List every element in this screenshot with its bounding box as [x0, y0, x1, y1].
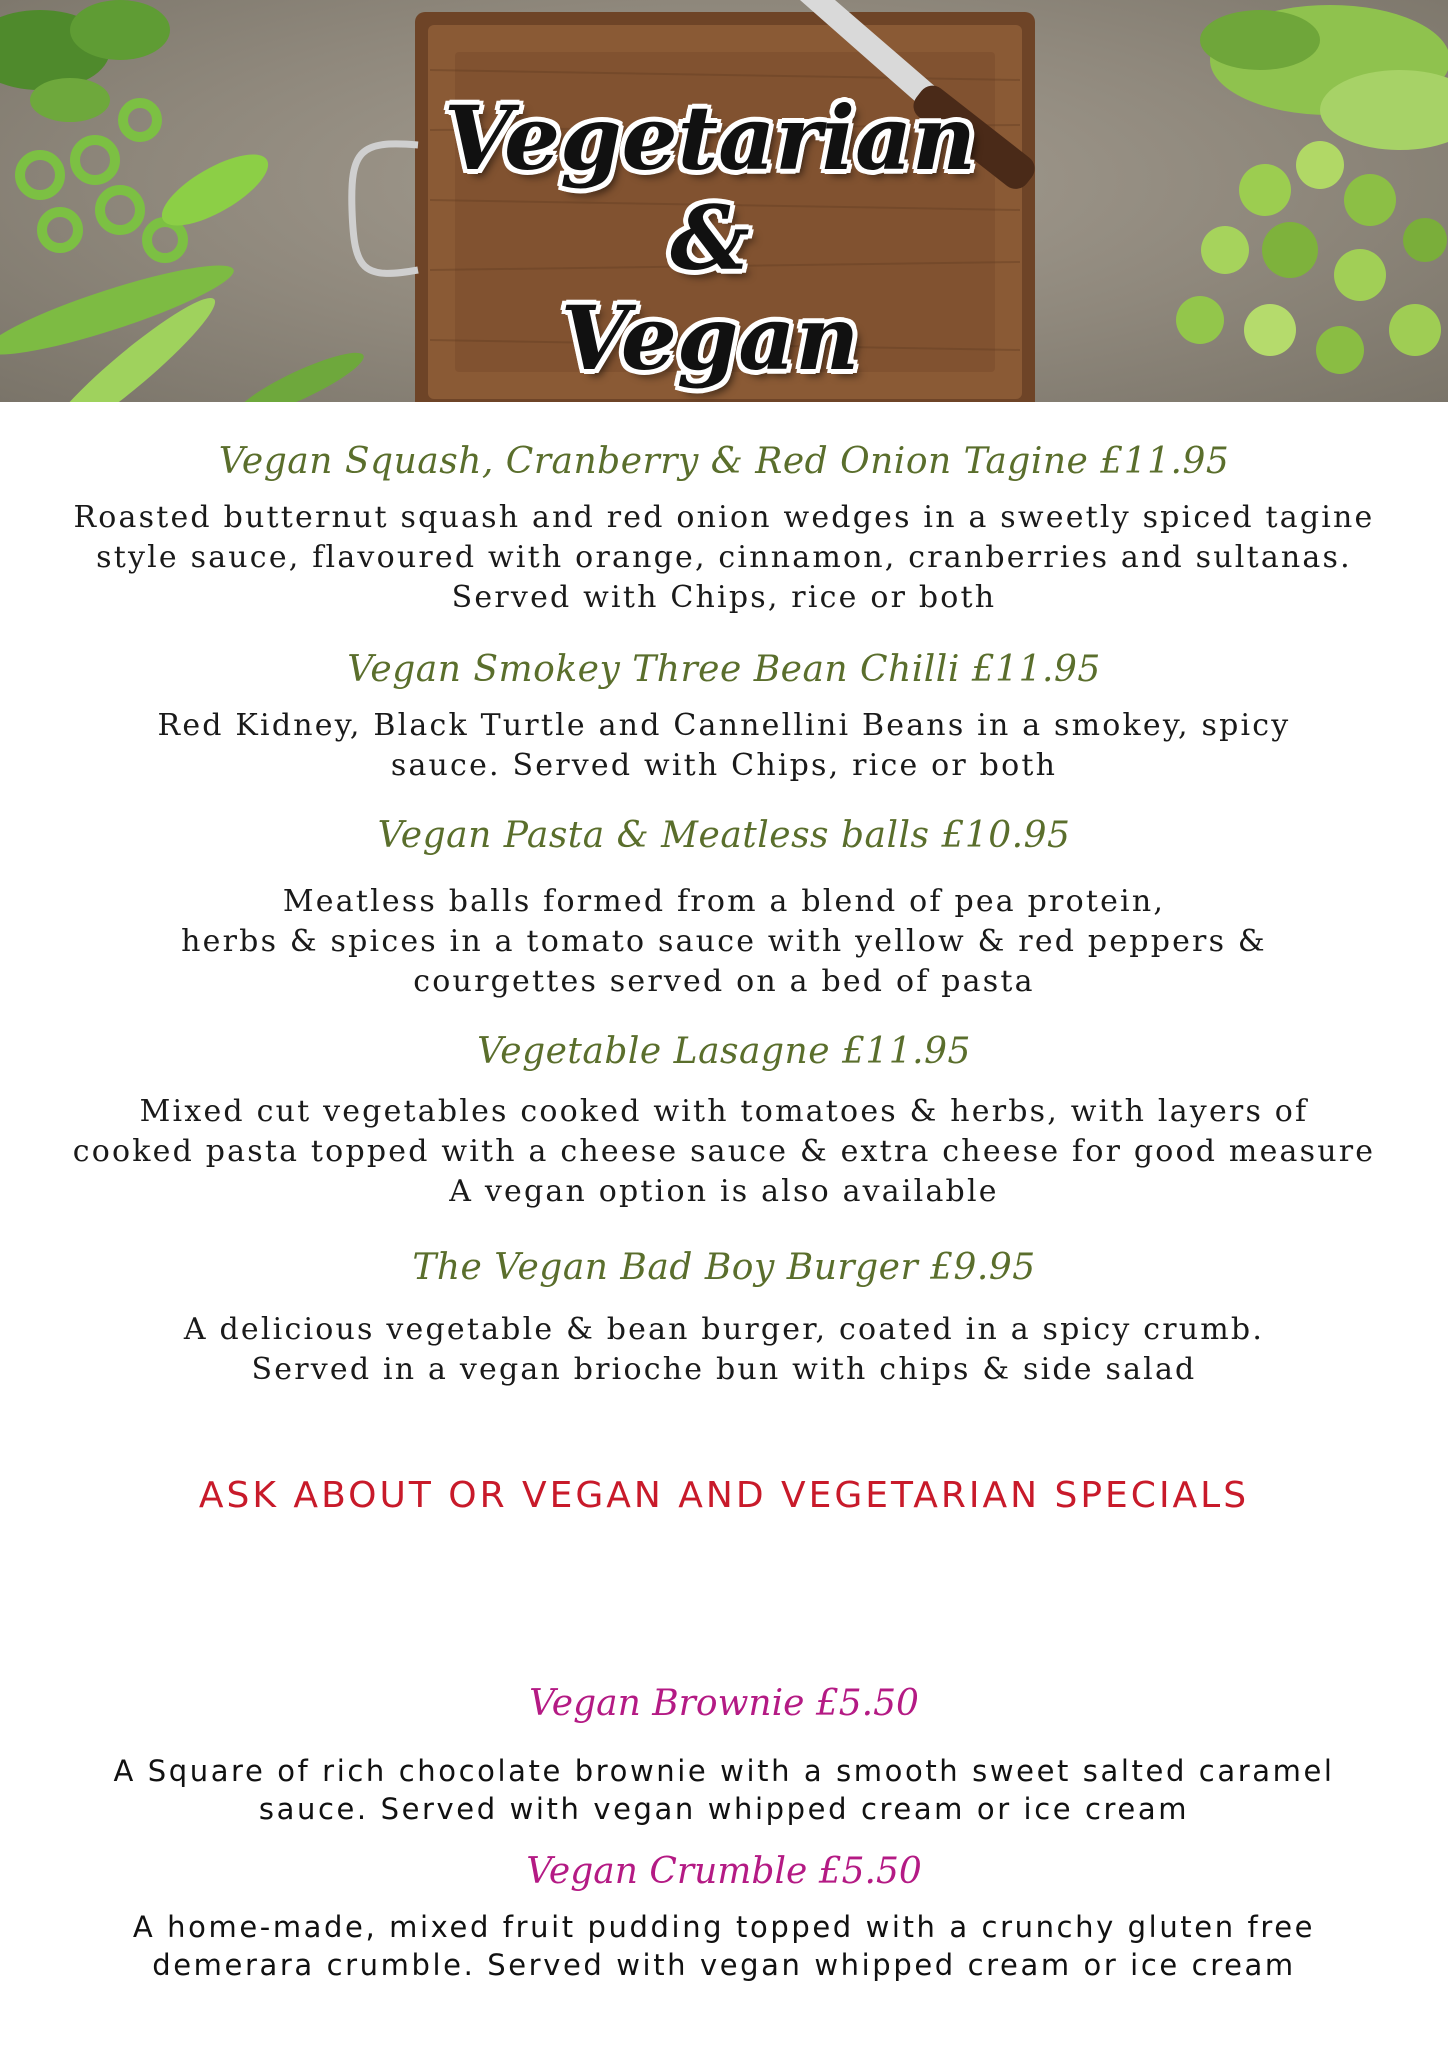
pepper-slices [20, 103, 183, 258]
page-title [415, 88, 1005, 388]
description-line: courgettes served on a bed of pasta [413, 964, 1035, 999]
dessert-item-description [0, 1908, 1448, 1984]
okra [0, 251, 369, 402]
description-line: Served in a vegan brioche bun with chips & side salad [251, 1352, 1197, 1387]
description-line: A delicious vegetable & bean burger, coated in a spicy crumb. [183, 1312, 1265, 1347]
description-line: Meatless balls formed from a blend of pea protein, [282, 884, 1166, 919]
description-line: A vegan option is also available [449, 1174, 999, 1209]
menu-item-description [0, 498, 1448, 618]
specials-notice: ASK ABOUT OR VEGAN AND VEGETARIAN SPECIALS [198, 1475, 1250, 1516]
description-line: herbs & spices in a tomato sauce with yellow & red peppers & [181, 924, 1267, 959]
description-line: sauce. Served with Chips, rice or both [390, 748, 1058, 783]
menu-item-description [0, 706, 1448, 786]
menu-item-title: The Vegan Bad Boy Burger £9.95 [412, 1247, 1036, 1288]
title-line: Vegetarian [443, 86, 977, 190]
menu-item-title: Vegan Smokey Three Bean Chilli £11.95 [347, 649, 1101, 690]
title-line: Vegan [560, 286, 860, 390]
menu-item-description [0, 882, 1448, 1002]
menu-item-title: Vegetable Lasagne £11.95 [477, 1031, 971, 1072]
description-line: demerara crumble. Served with vegan whipped cream or ice cream [152, 1948, 1296, 1982]
description-line: Served with Chips, rice or both [451, 580, 997, 615]
lettuce [1200, 5, 1448, 150]
dessert-item-description [0, 1752, 1448, 1828]
chilli [152, 141, 278, 239]
description-line: Roasted butternut squash and red onion wedges in a sweetly spiced tagine [73, 500, 1375, 535]
title-line: & [670, 186, 750, 290]
menu-item-description [0, 1092, 1448, 1212]
dessert-item-title: Vegan Crumble £5.50 [526, 1851, 922, 1892]
menu-item-title: Vegan Pasta & Meatless balls £10.95 [377, 815, 1071, 856]
description-line: sauce. Served with vegan whipped cream or ice cream [258, 1792, 1190, 1826]
description-line: style sauce, flavoured with orange, cinnamon, cranberries and sultanas. [96, 540, 1352, 575]
description-line: A home-made, mixed fruit pudding topped with a crunchy gluten free [132, 1910, 1316, 1944]
menu-item-title: Vegan Squash, Cranberry & Red Onion Tagine £11.95 [218, 441, 1230, 482]
description-line: cooked pasta topped with a cheese sauce & extra cheese for good measure [72, 1134, 1376, 1169]
description-line: Red Kidney, Black Turtle and Cannellini Beans in a smokey, spicy [157, 708, 1291, 743]
description-line: A Square of rich chocolate brownie with a smooth sweet salted caramel [113, 1754, 1335, 1788]
dessert-item-title: Vegan Brownie £5.50 [529, 1683, 919, 1724]
header-banner-image [0, 0, 1448, 402]
menu-item-description [0, 1310, 1448, 1390]
description-line: Mixed cut vegetables cooked with tomatoes & herbs, with layers of [139, 1094, 1309, 1129]
brussels-sprouts [1176, 141, 1447, 374]
